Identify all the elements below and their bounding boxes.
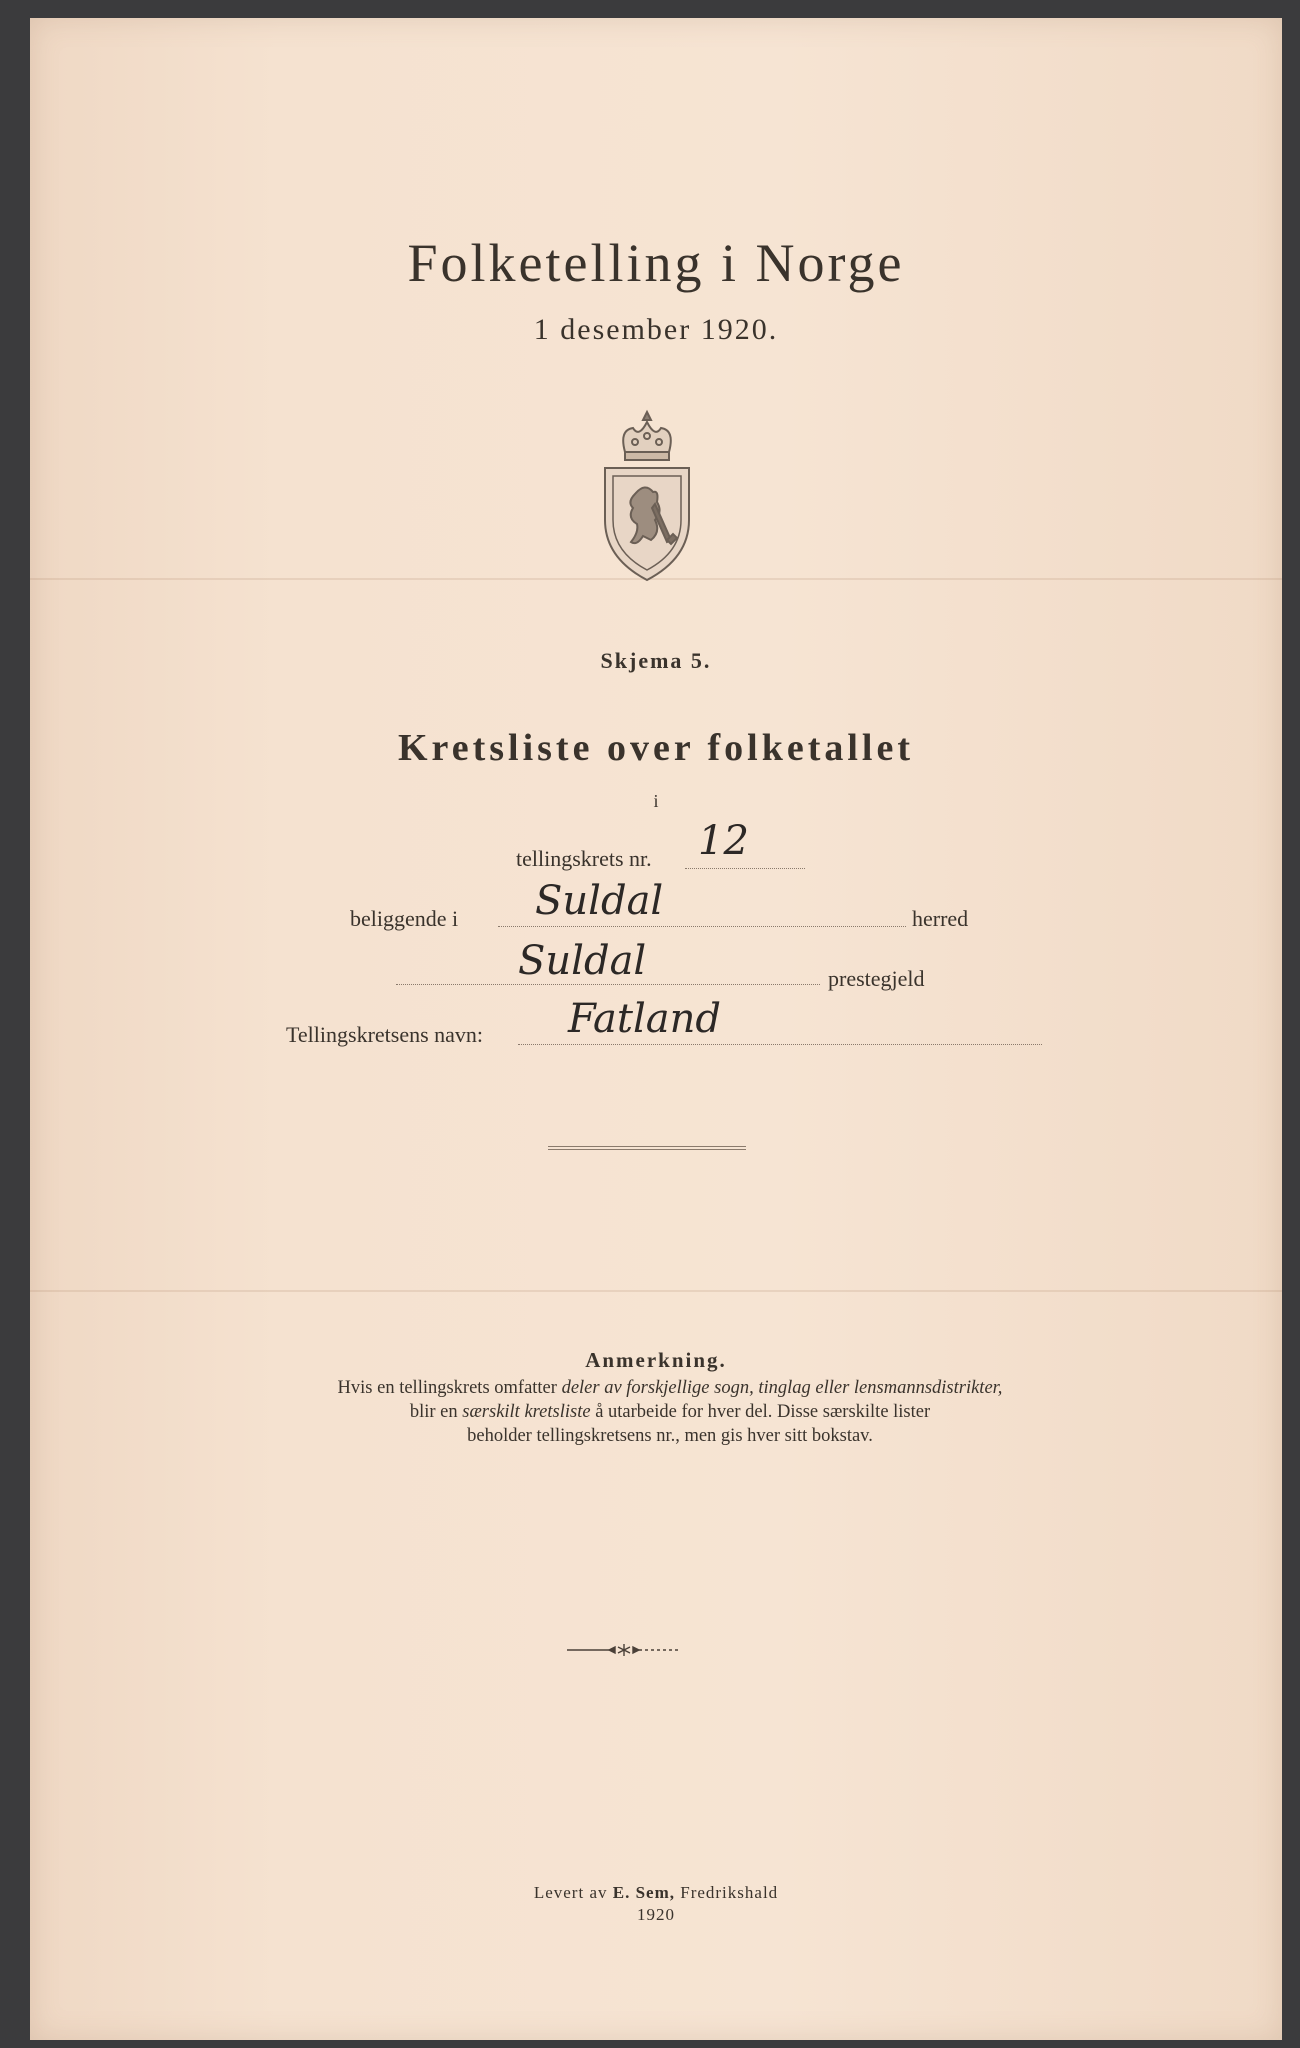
note-line-2 (220, 1400, 1120, 1424)
krets-number-value: 12 (698, 818, 749, 864)
note-line-2-tail: å utarbeide for hver del. Disse særskilte lister (590, 1402, 931, 1422)
ornament-divider-icon (565, 1642, 683, 1658)
note-line-3: beholder tellingskretsens nr., men gis hver sitt bokstav. (467, 1426, 873, 1446)
printer-credit (30, 1882, 1282, 1926)
krets-number-line (685, 868, 805, 869)
schema-number: Skjema 5. (600, 648, 712, 673)
note-line-2-emphasis: særskilt kretsliste (462, 1402, 591, 1422)
printer-prefix: Levert av (533, 1883, 613, 1902)
printer-year: 1920 (637, 1905, 675, 1924)
note-line-2-text: blir en (409, 1402, 463, 1422)
section-divider (548, 1146, 746, 1150)
prestegjeld-value: Suldal (518, 938, 647, 984)
note-line-1-emphasis: deler av forskjellige sogn, tinglag eller lensmannsdistrikter, (561, 1378, 1003, 1398)
note-line-1-text: Hvis en tellingskrets omfatter (337, 1378, 562, 1398)
printer-place: Fredrikshald (674, 1883, 779, 1902)
note-text (220, 1376, 1120, 1448)
norwegian-coat-of-arms-icon (597, 408, 697, 583)
document-title: Folketelling i Norge (407, 233, 905, 293)
herred-label: herred (912, 906, 969, 931)
connector-word: i (653, 791, 659, 811)
herred-value: Suldal (535, 878, 664, 924)
krets-name-line (518, 1044, 1042, 1045)
krets-name-value: Fatland (568, 996, 721, 1042)
document-date: 1 desember 1920. (533, 313, 779, 346)
herred-line (498, 926, 906, 927)
note-heading: Anmerkning. (585, 1348, 727, 1372)
printer-line (30, 1882, 1282, 1904)
prestegjeld-line (396, 984, 820, 985)
printer-name: E. Sem, (612, 1883, 675, 1902)
note-line-1 (220, 1376, 1120, 1400)
form-heading: Kretsliste over folketallet (397, 727, 915, 769)
krets-number-label: tellingskrets nr. (516, 846, 652, 871)
fold-line (30, 1290, 1282, 1292)
krets-name-label: Tellingskretsens navn: (286, 1022, 484, 1047)
census-form-sheet (30, 18, 1282, 2040)
prestegjeld-label: prestegjeld (828, 966, 925, 991)
beliggende-label: beliggende i (350, 906, 459, 931)
